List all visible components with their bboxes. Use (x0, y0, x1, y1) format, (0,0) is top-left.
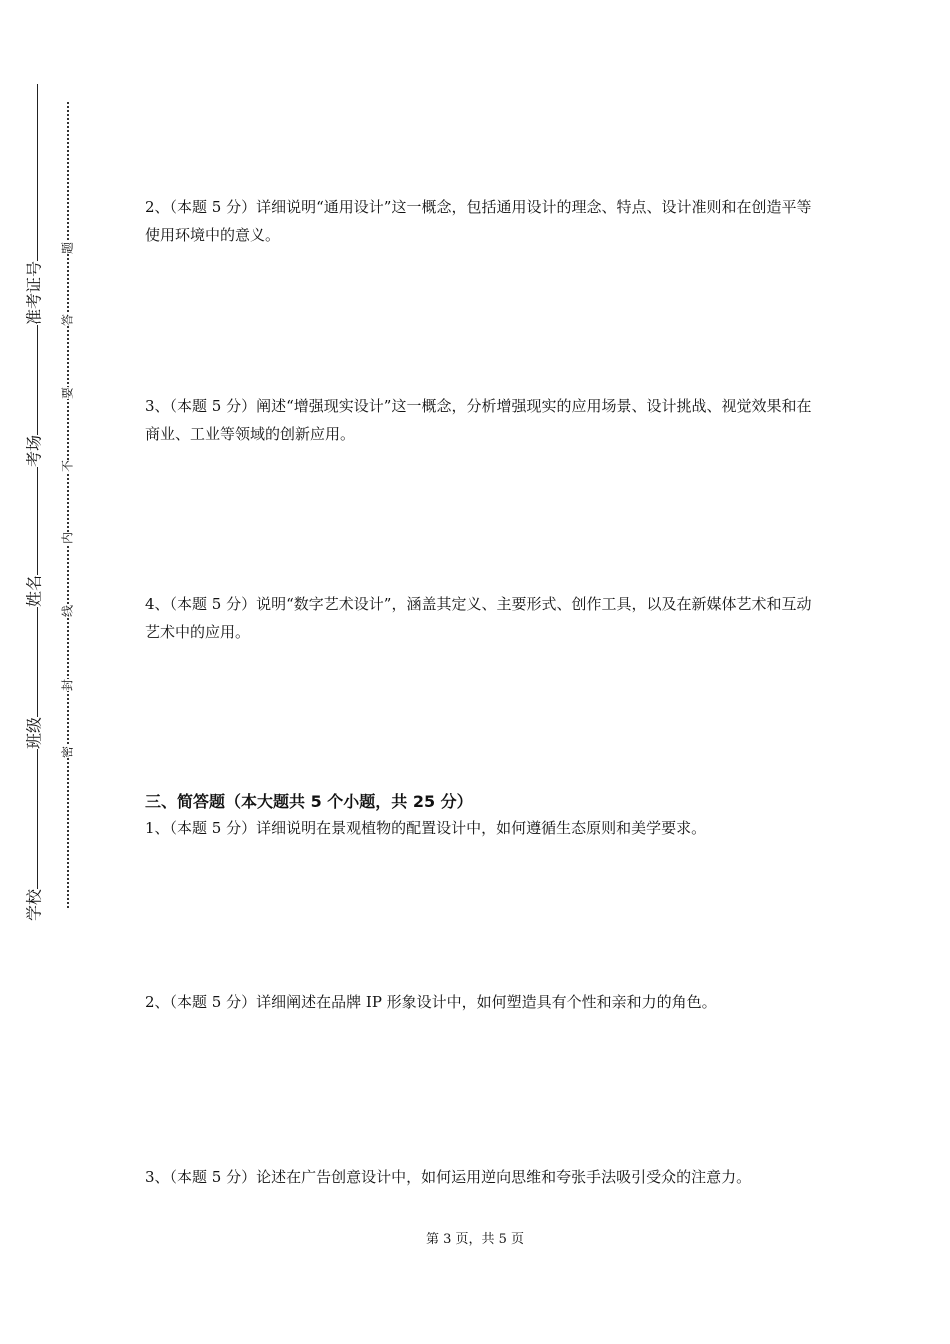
seal-char-bu: 不 (58, 460, 77, 472)
question-2-2: 2、（本题 5 分）详细说明“通用设计”这一概念，包括通用设计的理念、特点、设计准则和在创造平等使用环境中的意义。 (145, 198, 812, 244)
seal-dotted-line (67, 102, 69, 908)
question-3-3: 3、（本题 5 分）论述在广告创意设计中，如何运用逆向思维和夸张手法吸引受众的注意力。 (145, 1168, 752, 1186)
binding-solid-line (37, 84, 38, 910)
question-3-2: 2、（本题 5 分）详细阐述在品牌 IP 形象设计中，如何塑造具有个性和亲和力的角色。 (145, 993, 717, 1011)
seal-char-yao: 要 (58, 387, 77, 399)
question-2-3: 3、（本题 5 分）阐述“增强现实设计”这一概念，分析增强现实的应用场景、设计挑战、视觉效果和在商业、工业等领域的创新应用。 (145, 397, 812, 443)
question-2-4: 4、（本题 5 分）说明“数字艺术设计”，涵盖其定义、主要形式、创作工具，以及在新媒体艺术和互动艺术中的应用。 (145, 595, 812, 641)
page-number-footer: 第 3 页，共 5 页 (425, 1232, 525, 1247)
binding-margin (0, 0, 110, 1344)
field-name-label: 姓名 (20, 575, 47, 607)
section-3-heading: 三、简答题（本大题共 5 个小题，共 25 分） (145, 792, 473, 811)
seal-char-xian: 线 (58, 605, 77, 617)
seal-char-mi: 密 (58, 746, 77, 758)
seal-char-nei: 内 (58, 532, 77, 544)
seal-char-feng: 封 (58, 679, 77, 691)
field-exam-room-label: 考场 (20, 435, 47, 467)
seal-char-da: 答 (58, 314, 77, 326)
field-ticket-number-label: 准考证号 (20, 261, 47, 325)
seal-char-ti: 题 (58, 242, 77, 254)
question-3-1: 1、（本题 5 分）详细说明在景观植物的配置设计中，如何遵循生态原则和美学要求。 (145, 819, 707, 837)
field-class-label: 班级 (20, 717, 47, 749)
field-school-label: 学校 (20, 889, 47, 921)
